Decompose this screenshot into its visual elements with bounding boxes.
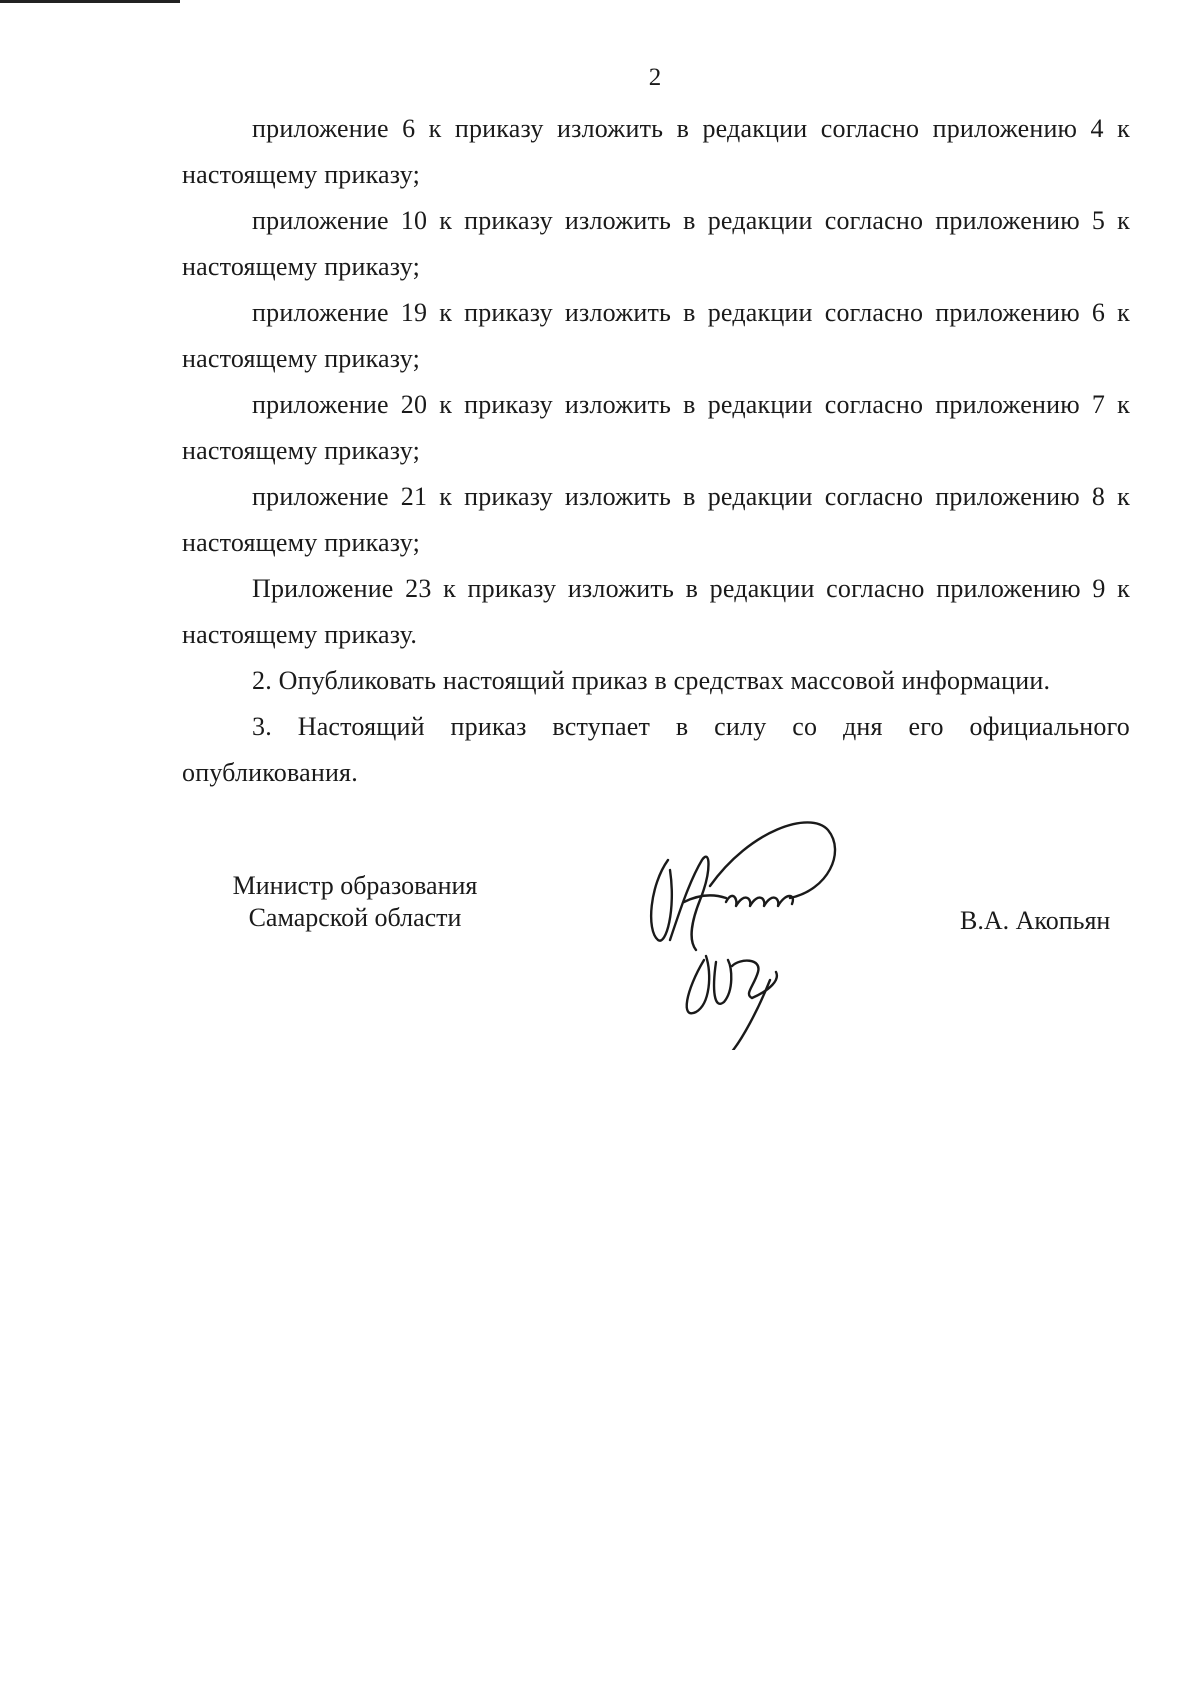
paragraph-line: приложение 6 к приказу изложить в редакции согласно [252, 114, 920, 143]
signatory-title-line1: Министр образования [232, 871, 478, 900]
paragraph-appendix-6 [182, 106, 1130, 198]
document-body [182, 106, 1130, 796]
paragraph-line: приложению 5 к настоящему приказу; [182, 206, 1130, 281]
paragraph-line: приложению 8 к настоящему приказу; [182, 482, 1130, 557]
paragraph-line: приложению 4 к настоящему приказу; [182, 114, 1130, 189]
paragraph-line: приложению 9 к настоящему приказу. [182, 574, 1130, 649]
top-rule [0, 0, 180, 3]
page-number: 2 [648, 64, 662, 91]
paragraph-appendix-19 [182, 290, 1130, 382]
paragraph-appendix-10 [182, 198, 1130, 290]
signatory-title-line2: Самарской области [248, 903, 462, 932]
paragraph-line: Приложение 23 к приказу изложить в редакции согласно [252, 574, 925, 603]
signature-block [0, 870, 1200, 1070]
paragraph-line: приложение 21 к приказу изложить в редакции согласно [252, 482, 924, 511]
paragraph-line: приложение 19 к приказу изложить в редакции согласно [252, 298, 924, 327]
paragraph-point-2: 2. Опубликовать настоящий приказ в средствах массовой информации. [252, 666, 1051, 695]
paragraph-appendix-21 [182, 474, 1130, 566]
paragraph-line: приложению 6 к настоящему приказу; [182, 298, 1130, 373]
paragraph-appendix-20 [182, 382, 1130, 474]
paragraph-line: приложение 20 к приказу изложить в редакции согласно [252, 390, 924, 419]
paragraph-appendix-23 [182, 566, 1130, 658]
signatory-title [210, 870, 500, 934]
signatory-name: В.А. Акопьян [960, 906, 1111, 935]
paragraph-line: приложение 10 к приказу изложить в редакции согласно [252, 206, 924, 235]
paragraph-point-3: 3. Настоящий приказ вступает в силу со дня его официального опубликования. [182, 712, 1130, 787]
handwritten-signature [640, 790, 860, 1050]
paragraph-line: приложению 7 к настоящему приказу; [182, 390, 1130, 465]
